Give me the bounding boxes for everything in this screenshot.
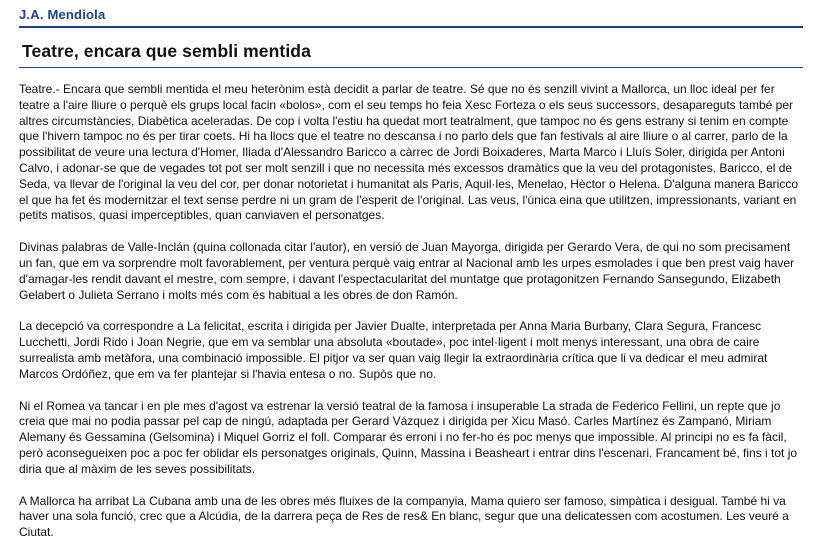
- author-header: [19, 4, 803, 28]
- article-title: Teatre, encara que sembli mentida: [22, 41, 311, 61]
- article-title-box: [19, 36, 803, 68]
- article-paragraph-5: A Mallorca ha arribat La Cubana amb una de les obres més fluixes de la companyia, Mama quiero ser famoso, simpàtica i desigual. També hi va haver una sola funció, crec que a Alcúdia, de la darrera peça de Res de res& En blanc, segur que una delicatessen com acostumen. Les veuré a Ciutat.: [19, 493, 789, 540]
- author-name: J.A. Mendiola: [19, 7, 106, 22]
- article-paragraph-4: Ni el Romea va tancar i en ple mes d'agost va estrenar la versió teatral de la famosa i insuperable La strada de Federico Fellini, un repte que jo creia que mai no podia passar pel cap de ningú, adaptada per Gerard Vázquez i dirigida per Xicu Masó. Carles Martínez és Zampanó, Miriam Alemany és Gessamina (Gelsomina) i Miquel Gorriz el foll. Comparar és erroni i no fer-ho és poc menys que impossible. Al principi no es fa fàcil, però aconsegueixen poc a poc fer oblidar els personatges originals, Quinn, Massina i Beasheart i entrar dins l'escenari. Francament bé, fins i tot jo diria que al màxim de les seves possibilitats.: [19, 398, 798, 476]
- article-paragraph-3: La decepció va correspondre a La felicitat, escrita i dirigida per Javier Dualte, interpretada per Anna Maria Burbany, Clara Segura, Francesc Lucchetti, Jordi Rido i Joan Negrie, que em va semblar una absoluta «boutade», poc intel·ligent i molt menys interessant, una obra de caire surrealista amb metàfora, una combinació impossible. El pitjor va ser quan vaig llegir la extraordinària crítica que li va dedicar el meu admirat Marcos Ordóñez, que em va fer plantejar si l'havia entesa o no. Supòs que no.: [19, 319, 768, 381]
- article-paragraph-1: Teatre.- Encara que sembli mentida el meu heterònim està decidit a parlar de teatre. Sé que no és senzill vivint a Mallorca, un lloc ideal per fer teatre a l'aire lliure o perquè els grups local facin «bolos», com el seu temps ho feia Xesc Forteza o els seus successors, desapareguts també per altres circumstàncies, Diabètica aceleradas. De cop i volta l'estiu ha quedat mort teatralment, que tampoc no és gens estrany si tenim en compte que l'hivern tampoc no és per tirar coets. Hi ha llocs que el teatre no descansa i no parlo dels que fan festivals al aire lliure o al carrer, parlo de la possibilitat de veure una lectura d'Homer, Iliada d'Alessandro Baricco a càrrec de Jordi Boixaderes, Marta Marco i Lluís Soler, dirigida per Antoni Calvo, i adonar-se que de vegades tot pot ser molt senzill i que no necessita més excessos dramàtics que la veu del protagonistes. Baricco, el de Seda, va llevar de l'original la veu del cor, per donar notorietat i humanitat als Paris, Aquil·les, Menelao, Hèctor o Helena. D'alguna manera Baricco el que ha fet és modernitzar el text sense perdre ni un gram de l'esperit de l'original. Las veus, l'única eina que utilitzen, impressionants, variant en petits matisos, quasi imperceptibles, quan canviaven el personatges.: [19, 82, 799, 223]
- article-paragraph-2: Divinas palabras de Valle-Inclán (quina collonada citar l'autor), en versió de Juan Mayorga, dirigida per Gerardo Vera, de qui no som precisament un fan, que em va sorprendre molt favorablement, per ventura perquè vaig entrar al Nacional amb les urpes esmolades i que ben prest vaig haver d'amagar-les rendit davant el mestre, com sempre, i davant l'espectacularitat del muntatge que protagonitzen Fernando Sansegundo, Elizabeth Gelabert o Julieta Serrano i molts més com és habitual a les obres de don Ramón.: [19, 240, 795, 302]
- article-body: [19, 82, 803, 557]
